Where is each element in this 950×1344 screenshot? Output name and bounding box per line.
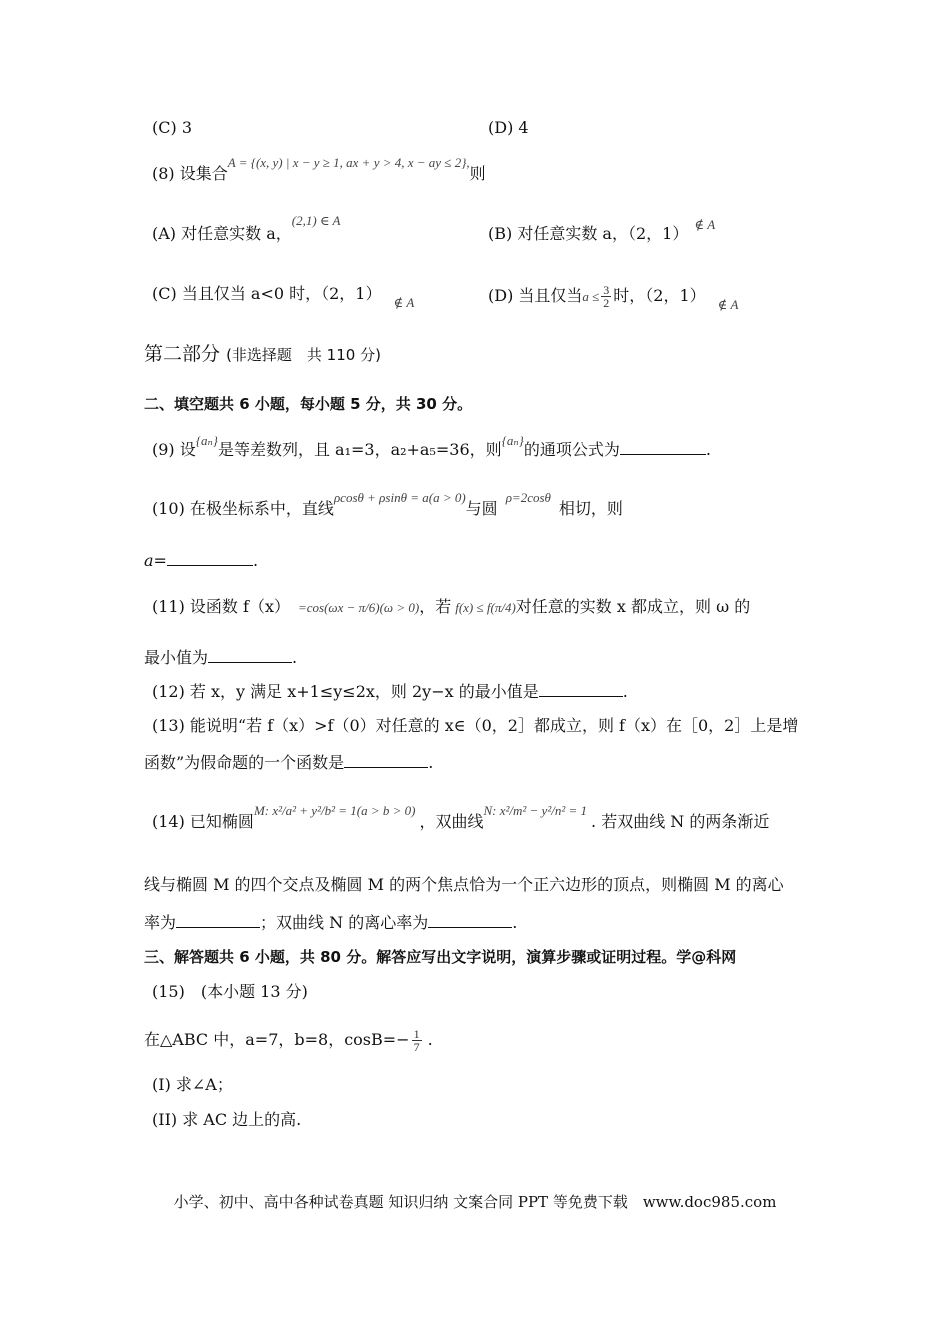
q11-answer-blank[interactable] [208, 648, 292, 663]
q12-answer-blank[interactable] [539, 682, 623, 697]
q15-part1: (I) 求∠A； [152, 1075, 233, 1094]
q10-circle-expression: ρ=2cosθ [505, 490, 551, 505]
fraction-numerator: 3 [603, 283, 610, 297]
q14-stem [152, 803, 770, 833]
q8-option-a-text: (A) 对任意实数 a， [152, 224, 292, 243]
q15-end: . [427, 1030, 433, 1049]
q11-text-b: ，若 [419, 597, 452, 616]
q12-text: (12) 若 x，y 满足 x+1≤y≤2x，则 2y−x 的最小值是 [152, 682, 539, 701]
q15-fraction [412, 1028, 422, 1053]
q10-line-expression: ρcosθ + ρsinθ = a(a > 0) [333, 490, 466, 505]
q9-sequence-2: {aₙ} [501, 433, 524, 448]
q14-answer-blank-2[interactable] [428, 913, 512, 928]
q15-title: (15) (本小题 13 分) [152, 982, 308, 1001]
part2-heading [144, 342, 381, 367]
q8-option-d-text: (D) 当且仅当 [488, 286, 583, 305]
q14-text-line3a: 率为 [144, 913, 177, 932]
q8-option-c-math: ∉ A [393, 295, 415, 310]
q8-option-c-text: (C) 当且仅当 a<0 时，（2，1） [152, 284, 382, 303]
q11-line2 [144, 648, 297, 668]
q14-text-line3b: ；双曲线 N 的离心率为 [260, 913, 429, 932]
q13-end: . [428, 753, 434, 772]
fraction-numerator: 1 [413, 1027, 420, 1041]
q8-option-d-condition: a ≤ [582, 289, 600, 304]
q11-function-expression: =cos(ωx − π/6)(ω > 0) [297, 600, 420, 615]
q11-condition-expression: f(x) ≤ f(π/4) [455, 600, 516, 615]
q8-option-a-math: (2,1) ∈ A [291, 213, 341, 228]
q10-text-c: 相切，则 [558, 499, 623, 518]
q14-line3 [144, 913, 517, 933]
q11-text-line2: 最小值为 [144, 648, 209, 667]
page-footer: 小学、初中、高中各种试卷真题 知识归纳 文案合同 PPT 等免费下载 www.doc985.com [173, 1193, 777, 1211]
q9-end: . [705, 440, 711, 459]
q8-option-b-math: ∉ A [694, 217, 716, 232]
section2-heading: 二、填空题共 6 小题，每小题 5 分，共 30 分。 [144, 395, 473, 413]
q8-prefix: (8) 设集合 [152, 164, 228, 183]
part2-title: 第二部分 [144, 343, 221, 365]
q13-line2 [144, 753, 433, 773]
q10-text-b: 与圆 [465, 499, 498, 518]
q8-set-expression: A = {(x, y) | x − y ≥ 1, ax + y > 4, x − ay ≤ 2}, [227, 155, 470, 170]
q15-text-a: 在△ABC 中，a=7，b=8，cosB=− [144, 1030, 410, 1049]
q7-option-d: (D) 4 [488, 118, 529, 137]
q9-text-a: (9) 设 [152, 440, 196, 459]
q14-line2: 线与椭圆 M 的四个交点及椭圆 M 的两个焦点恰为一个正六边形的顶点，则椭圆 M 的离心 [144, 875, 784, 894]
q12-stem [152, 682, 628, 702]
q13-answer-blank[interactable] [344, 753, 428, 768]
fraction-denominator: 7 [413, 1040, 420, 1054]
q10-line2 [144, 551, 258, 571]
q14-hyperbola-expression: N: x²/m² − y²/n² = 1 [483, 803, 588, 818]
q10-end: . [252, 551, 259, 570]
q8-option-c [152, 284, 415, 310]
q14-end: . [512, 913, 518, 932]
q7-option-c: (C) 3 [152, 118, 192, 137]
q8-option-b [488, 217, 716, 245]
q13-line1: (13) 能说明“若 f（x）>f（0）对任意的 x∈（0，2］都成立，则 f（x）在［0，2］上是增 [152, 716, 799, 735]
q9-text-c: 的通项公式为 [523, 440, 620, 459]
q14-text-b: ，双曲线 [419, 812, 484, 831]
q9-stem [152, 433, 711, 461]
q11-stem [152, 597, 750, 618]
q8-option-d-fraction [601, 284, 611, 309]
q8-option-d-text2: 时，（2，1） [613, 286, 706, 305]
q14-text-c: . 若双曲线 N 的两条渐近 [591, 812, 770, 831]
q11-end: . [292, 648, 298, 667]
q9-sequence: {aₙ} [195, 433, 218, 448]
fraction-denominator: 2 [603, 296, 610, 310]
q9-answer-blank[interactable] [620, 440, 706, 455]
q14-text-a: (14) 已知椭圆 [152, 812, 254, 831]
q8-suffix: 则 [469, 164, 486, 183]
q15-part2: (II) 求 AC 边上的高. [152, 1110, 302, 1129]
q10-text-a: (10) 在极坐标系中，直线 [152, 499, 334, 518]
q14-answer-blank-1[interactable] [176, 913, 260, 928]
q11-text-a: (11) 设函数 f（x） [152, 597, 290, 616]
q12-end: . [622, 682, 628, 701]
q8-option-b-text: (B) 对任意实数 a，（2，1） [488, 224, 689, 243]
section3-heading: 三、解答题共 6 小题，共 80 分。解答应写出文字说明，演算步骤或证明过程。学@科网 [144, 948, 737, 966]
q9-text-b: 是等差数列，且 a₁=3，a₂+a₅=36，则 [217, 440, 502, 459]
q8-option-d-math: ∉ A [717, 297, 739, 312]
q14-ellipse-expression: M: x²/a² + y²/b² = 1(a > b > 0) [253, 803, 416, 818]
q10-answer-blank[interactable] [167, 551, 253, 566]
q10-a-label: a= [144, 551, 167, 570]
q8-option-d [488, 283, 739, 312]
q11-text-c: 对任意的实数 x 都成立，则 ω 的 [515, 597, 751, 616]
q15-stem [144, 1028, 433, 1053]
q13-text-line2: 函数”为假命题的一个函数是 [144, 753, 345, 772]
part2-subtitle: (非选择题 共 110 分) [226, 346, 381, 364]
